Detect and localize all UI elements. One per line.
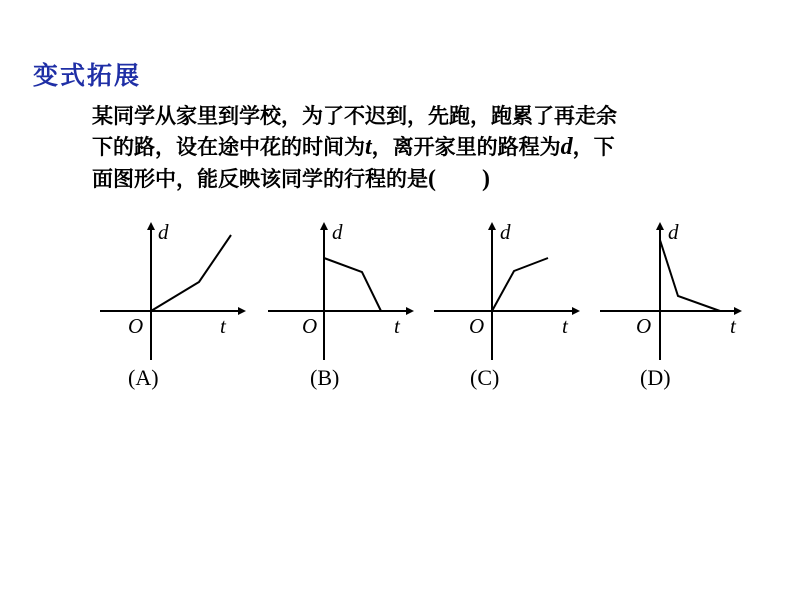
x-axis-label: t <box>220 314 226 338</box>
problem-line-1: 某同学从家里到学校，为了不迟到，先跑，跑累了再走余 <box>92 103 617 128</box>
y-axis-label: d <box>500 220 511 244</box>
origin-label: O <box>469 314 485 338</box>
path-curve <box>492 258 548 311</box>
graph-d[interactable] <box>598 210 748 400</box>
section-heading: 变式拓展 <box>33 61 142 90</box>
path-curve <box>151 235 231 311</box>
origin-label: O <box>302 314 318 338</box>
x-axis-label: t <box>394 314 400 338</box>
x-axis-label: t <box>730 314 736 338</box>
y-axis-label: d <box>668 220 679 244</box>
graph-caption: (A) <box>128 365 159 390</box>
graph-c[interactable] <box>432 210 582 400</box>
graph-caption: (B) <box>310 365 340 390</box>
y-axis-arrow-icon <box>320 222 328 230</box>
problem-line-2 <box>92 131 752 163</box>
x-axis-arrow-icon <box>572 307 580 315</box>
x-axis-label: t <box>562 314 568 338</box>
x-axis-arrow-icon <box>406 307 414 315</box>
problem-text <box>92 100 752 195</box>
y-axis-arrow-icon <box>656 222 664 230</box>
graph-a[interactable] <box>96 210 246 400</box>
path-curve <box>324 258 381 311</box>
y-axis-label: d <box>332 220 343 244</box>
origin-label: O <box>636 314 652 338</box>
graph-b[interactable] <box>266 210 416 400</box>
graph-a-plot <box>96 210 246 400</box>
answer-paren-open: ( <box>428 166 436 192</box>
y-axis-label: d <box>158 220 169 244</box>
problem-line-2-part-c: ，下 <box>572 134 615 159</box>
problem-line-3 <box>92 163 752 195</box>
variable-d: d <box>560 134 573 160</box>
graph-caption: (D) <box>640 365 671 390</box>
path-curve <box>660 240 720 311</box>
variable-t: t <box>365 134 372 160</box>
problem-line-3-text: 面图形中，能反映该同学的行程的是 <box>92 166 428 191</box>
origin-label: O <box>128 314 144 338</box>
y-axis-arrow-icon <box>488 222 496 230</box>
x-axis-arrow-icon <box>238 307 246 315</box>
y-axis-arrow-icon <box>147 222 155 230</box>
problem-line-2-part-a: 下的路，设在途中花的时间为 <box>92 134 365 159</box>
answer-paren-close: ) <box>482 166 490 192</box>
problem-line-2-part-b: ，离开家里的路程为 <box>371 134 561 159</box>
graph-caption: (C) <box>470 365 500 390</box>
